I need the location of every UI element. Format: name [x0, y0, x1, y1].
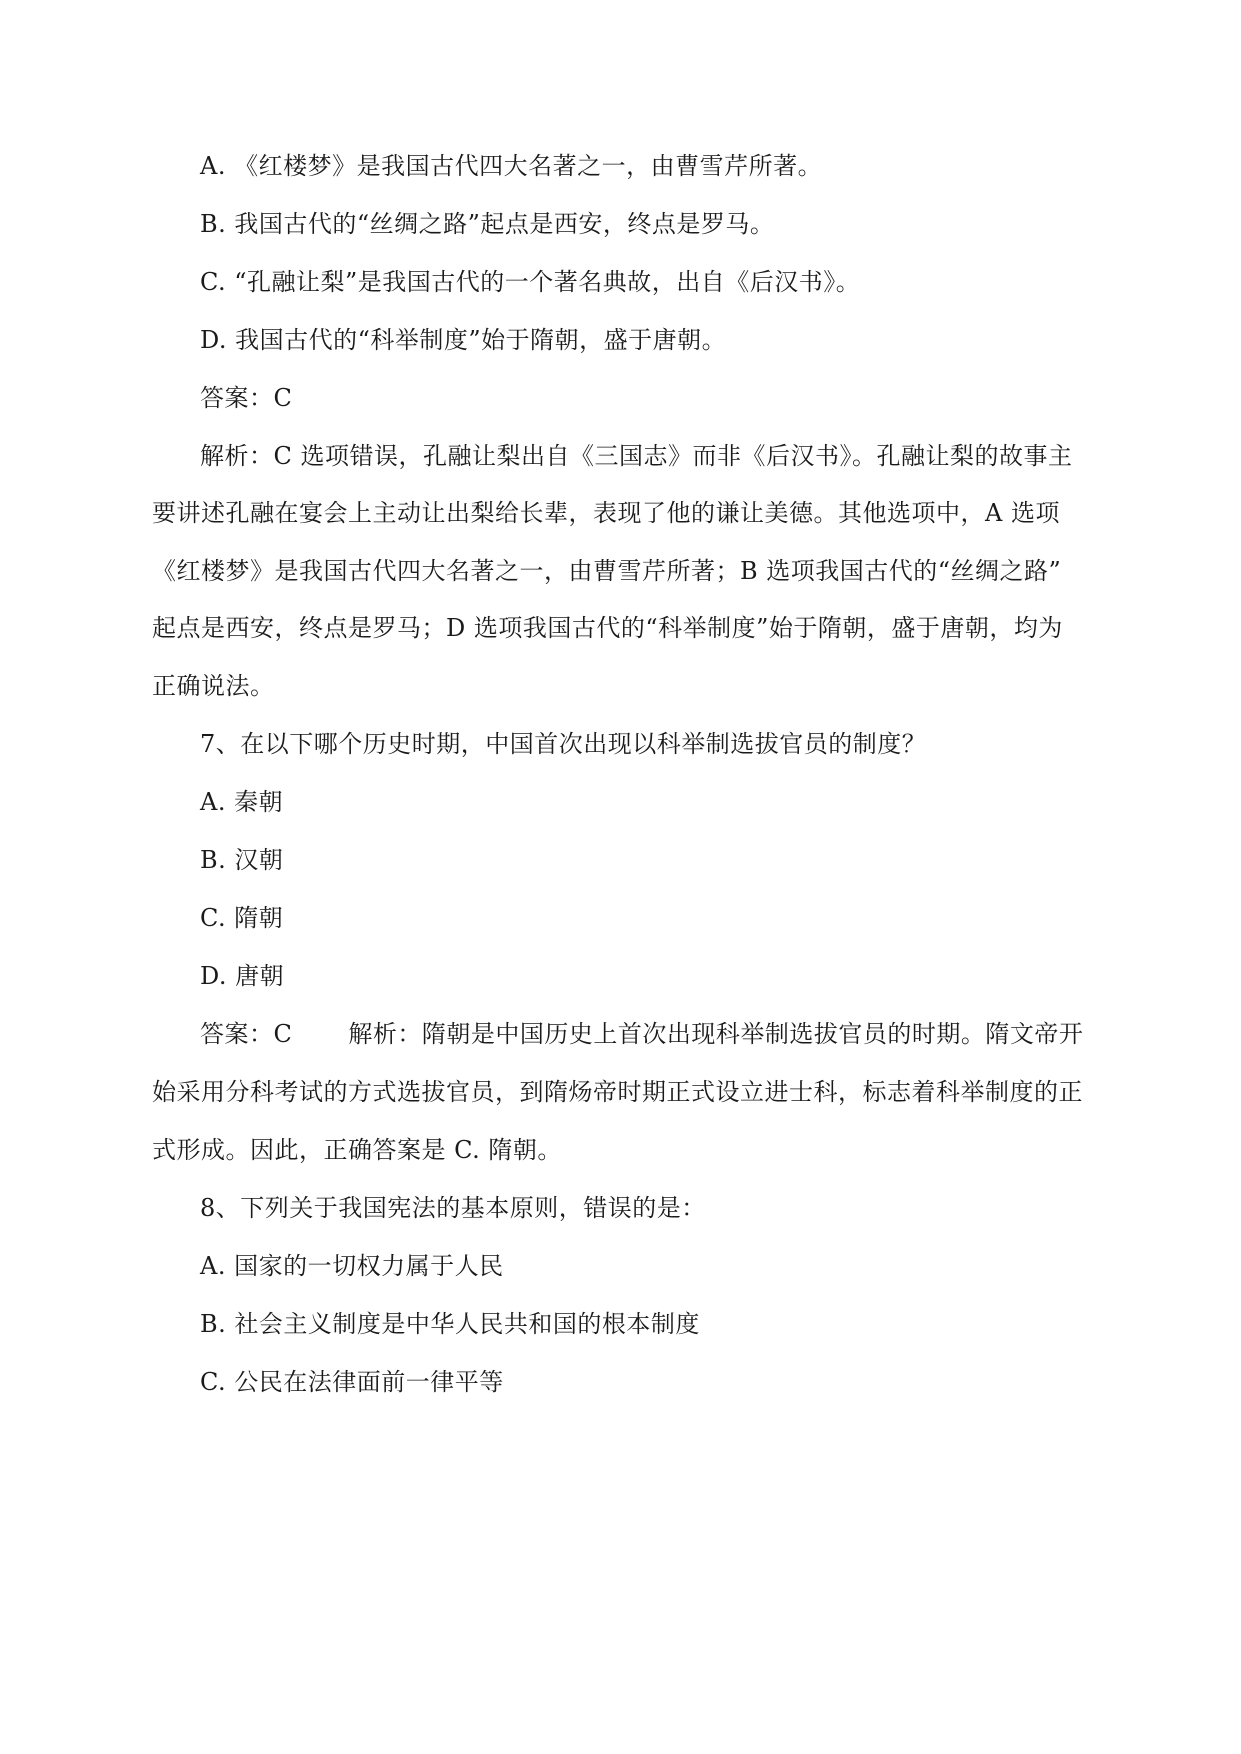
q7-analysis-line-1: 解析：隋朝是中国历史上首次出现科举制选拔官员的时期。隋文帝开 [348, 1020, 1084, 1048]
q6-analysis-line-3: 《红楼梦》是我国古代四大名著之一，由曹雪芹所著；B 选项我国古代的“丝绸之路” [152, 557, 1062, 585]
q7-option-c: C. 隋朝 [200, 904, 284, 932]
q8-option-c: C. 公民在法律面前一律平等 [200, 1368, 504, 1396]
q7-answer: 答案：C [200, 1020, 293, 1048]
q7-option-a: A. 秦朝 [200, 788, 284, 816]
q7-analysis-line-3: 式形成。因此，正确答案是 C. 隋朝。 [152, 1136, 562, 1164]
q6-option-d: D. 我国古代的“科举制度”始于隋朝，盛于唐朝。 [200, 326, 727, 354]
q7-answer-analysis-row [200, 1018, 1140, 1050]
q6-analysis-line-2: 要讲述孔融在宴会上主动让出梨给长辈，表现了他的谦让美德。其他选项中，A 选项 [152, 499, 1060, 527]
q6-answer: 答案：C [200, 384, 293, 412]
q7-option-b: B. 汉朝 [200, 846, 284, 874]
q8-option-a: A. 国家的一切权力属于人民 [200, 1252, 504, 1280]
q7-analysis-line-2: 始采用分科考试的方式选拔官员，到隋炀帝时期正式设立进士科，标志着科举制度的正 [152, 1078, 1083, 1106]
q7-option-d: D. 唐朝 [200, 962, 285, 990]
q8-question: 8、下列关于我国宪法的基本原则，错误的是： [200, 1194, 706, 1222]
q6-option-b: B. 我国古代的“丝绸之路”起点是西安，终点是罗马。 [200, 210, 775, 238]
q6-option-a: A. 《红楼梦》是我国古代四大名著之一，由曹雪芹所著。 [200, 152, 823, 180]
q8-option-b: B. 社会主义制度是中华人民共和国的根本制度 [200, 1310, 700, 1338]
q6-analysis-line-4: 起点是西安，终点是罗马；D 选项我国古代的“科举制度”始于隋朝，盛于唐朝，均为 [152, 614, 1063, 642]
q6-analysis-line-5: 正确说法。 [152, 672, 275, 700]
q6-analysis-line-1: 解析：C 选项错误，孔融让梨出自《三国志》而非《后汉书》。孔融让梨的故事主 [200, 442, 1073, 470]
q6-option-c: C. “孔融让梨”是我国古代的一个著名典故，出自《后汉书》。 [200, 268, 861, 296]
q7-question: 7、在以下哪个历史时期，中国首次出现以科举制选拔官员的制度？ [200, 730, 927, 758]
